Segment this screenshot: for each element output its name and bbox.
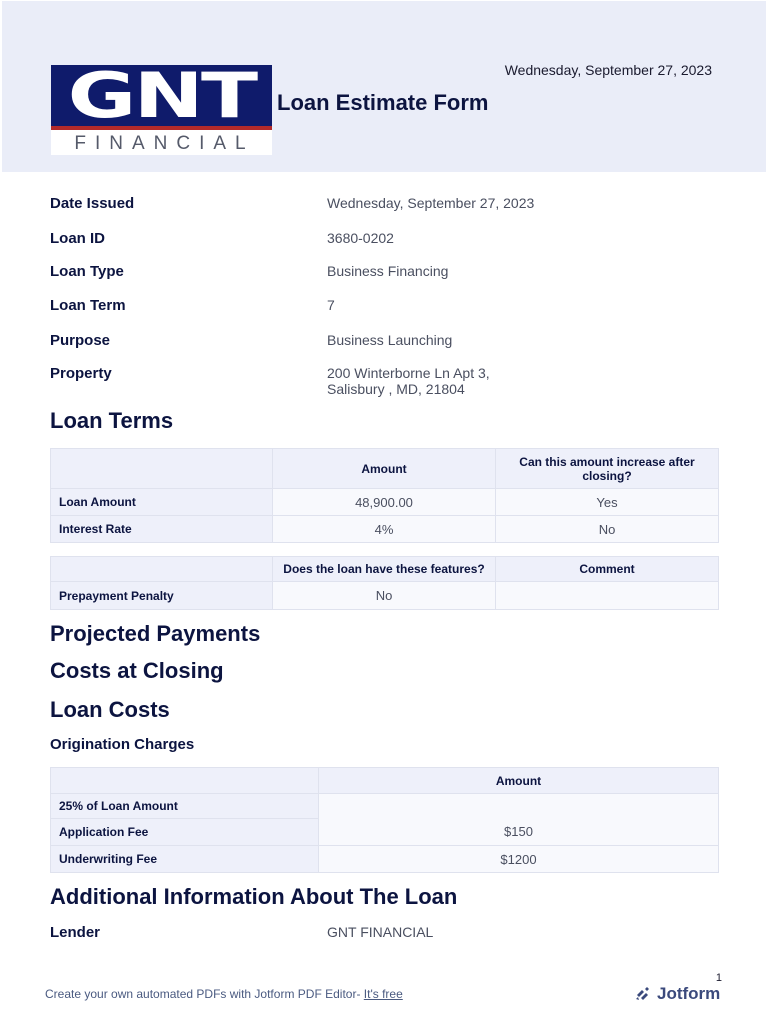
row-label: Loan Amount bbox=[51, 489, 273, 516]
property-line-2: Salisbury , MD, 21804 bbox=[327, 381, 465, 397]
empty-header-cell bbox=[51, 449, 273, 489]
lender-label: Lender bbox=[50, 924, 101, 941]
loan-costs-heading: Loan Costs bbox=[50, 697, 170, 722]
row-comment bbox=[496, 582, 719, 610]
increase-column-header: Can this amount increase after closing? bbox=[496, 449, 719, 489]
date-issued-value: Wednesday, September 27, 2023 bbox=[327, 195, 535, 211]
comment-column-header: Comment bbox=[496, 557, 719, 582]
footer-text bbox=[45, 987, 403, 1001]
row-increase: No bbox=[496, 516, 719, 543]
property-line-1: 200 Winterborne Ln Apt 3, bbox=[327, 365, 490, 381]
row-label: Underwriting Fee bbox=[51, 846, 319, 873]
table-header-row bbox=[51, 557, 719, 582]
features-column-header: Does the loan have these features? bbox=[273, 557, 496, 582]
loan-type-label: Loan Type bbox=[50, 263, 124, 280]
origination-charges-heading: Origination Charges bbox=[50, 736, 195, 753]
loan-type-value: Business Financing bbox=[327, 263, 449, 279]
table-row bbox=[51, 489, 719, 516]
origination-table bbox=[50, 767, 719, 873]
row-amount: 4% bbox=[273, 516, 496, 543]
gnt-financial-logo bbox=[51, 65, 272, 155]
row-label: Interest Rate bbox=[51, 516, 273, 543]
loan-terms-table bbox=[50, 448, 719, 543]
logo-divider bbox=[51, 126, 272, 130]
footer-link[interactable]: It's free bbox=[363, 987, 403, 1001]
loan-id-label: Loan ID bbox=[50, 230, 105, 247]
loan-term-value: 7 bbox=[327, 297, 335, 313]
row-label: Application Fee bbox=[51, 819, 319, 846]
table-row bbox=[51, 794, 719, 819]
empty-header-cell bbox=[51, 768, 319, 794]
header-date: Wednesday, September 27, 2023 bbox=[504, 62, 712, 78]
purpose-label: Purpose bbox=[50, 332, 111, 349]
row-amount: $1200 bbox=[319, 846, 719, 873]
page-number: 1 bbox=[715, 972, 722, 984]
row-amount: $150 bbox=[319, 794, 719, 846]
loan-terms-heading: Loan Terms bbox=[50, 408, 174, 433]
amount-column-header: Amount bbox=[319, 768, 719, 794]
row-amount: 48,900.00 bbox=[273, 489, 496, 516]
row-label: 25% of Loan Amount bbox=[51, 794, 319, 819]
logo-subtitle: FINANCIAL bbox=[74, 133, 255, 154]
additional-info-heading: Additional Information About The Loan bbox=[50, 884, 458, 909]
table-header-row bbox=[51, 449, 719, 489]
form-title: Loan Estimate Form bbox=[277, 90, 489, 115]
purpose-value: Business Launching bbox=[327, 332, 453, 348]
loan-features-table bbox=[50, 556, 719, 610]
lender-value: GNT FINANCIAL bbox=[327, 924, 434, 940]
table-header-row bbox=[51, 768, 719, 794]
table-row bbox=[51, 846, 719, 873]
row-increase: Yes bbox=[496, 489, 719, 516]
amount-column-header: Amount bbox=[273, 449, 496, 489]
projected-payments-heading: Projected Payments bbox=[50, 621, 261, 646]
table-row bbox=[51, 582, 719, 610]
jotform-logo[interactable] bbox=[635, 984, 720, 1004]
table-row bbox=[51, 516, 719, 543]
logo-mark: GNT bbox=[67, 65, 256, 126]
costs-at-closing-heading: Costs at Closing bbox=[50, 658, 224, 683]
empty-header-cell bbox=[51, 557, 273, 582]
property-label: Property bbox=[50, 365, 112, 382]
date-issued-label: Date Issued bbox=[50, 195, 135, 212]
loan-term-label: Loan Term bbox=[50, 297, 126, 314]
jotform-icon bbox=[635, 986, 651, 1002]
property-value bbox=[327, 365, 490, 397]
row-feature-value: No bbox=[273, 582, 496, 610]
loan-id-value: 3680-0202 bbox=[327, 230, 394, 246]
jotform-wordmark: Jotform bbox=[657, 984, 721, 1003]
footer-promo-text: Create your own automated PDFs with Jotform PDF Editor- bbox=[45, 987, 364, 1001]
row-label: Prepayment Penalty bbox=[51, 582, 273, 610]
